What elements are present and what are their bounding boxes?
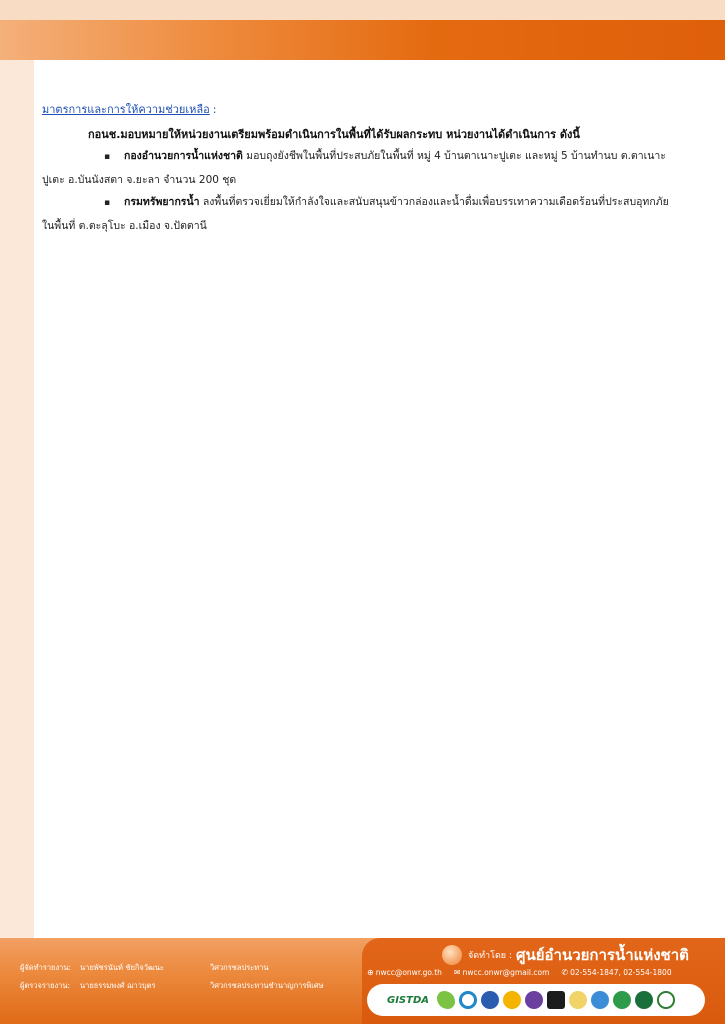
envelope-icon: ✉ xyxy=(453,968,461,977)
credit-title: วิศวกรชลประทาน xyxy=(210,963,269,972)
credit-name: นายพัชรนันท์ ชัยกิจวัฒนะ xyxy=(80,963,164,972)
intro-text: กอนช.มอบหมายให้หน่วยงานเตรียมพร้อมดำเนินการในพื้นที่ได้รับผลกระทบ หน่วยงานได้ดำเนินการ ดังนี้ xyxy=(88,128,580,141)
measure-text: มอบถุงยังชีพในพื้นที่ประสบภัยในพื้นที่ หมู่ 4 บ้านตาเนาะปูเตะ และหมู่ 5 บ้านทำนบ ต.ตาเนาะ xyxy=(242,150,666,162)
footer xyxy=(0,938,725,1024)
crest-logo-icon xyxy=(481,991,499,1009)
agency-name: กรมทรัพยากรน้ำ xyxy=(124,196,200,208)
garuda-logo-icon xyxy=(569,991,587,1009)
globe-icon: ⊕ xyxy=(367,968,374,977)
green-seal-logo-icon xyxy=(635,991,653,1009)
contact-phone: 02-554-1847, 02-554-1800 xyxy=(570,968,672,977)
measure-text-continued: ในพื้นที่ ต.ตะลุโบะ อ.เมือง จ.ปัตตานี xyxy=(42,220,207,232)
bullet-icon: ▪ xyxy=(104,152,111,162)
badge-logo-icon xyxy=(547,991,565,1009)
bullet-icon: ▪ xyxy=(104,198,111,208)
prepared-by-label: จัดทำโดย : xyxy=(468,951,512,961)
measure-text: ลงพื้นที่ตรวจเยี่ยมให้กำลังใจและสนับสนุนข้าวกล่องและน้ำดื่มเพื่อบรรเทาความเดือดร้อนที่ประสบอุทกภัย xyxy=(199,196,669,208)
header-band xyxy=(0,20,725,60)
credit-title: วิศวกรชลประทานชำนาญการพิเศษ xyxy=(210,981,324,990)
credit-row xyxy=(20,962,324,980)
contact-info xyxy=(367,968,672,977)
credit-name: นายธรรมพงศ์ ฌาวบุตร xyxy=(80,981,156,990)
section-heading-text: มาตรการและการให้ความช่วยเหลือ xyxy=(42,103,210,116)
organization-name: ศูนย์อำนวยการน้ำแห่งชาติ xyxy=(515,946,689,964)
section-heading xyxy=(42,100,216,118)
ring-logo-icon xyxy=(657,991,675,1009)
leaf-logo-icon xyxy=(437,991,455,1009)
contact-email[interactable]: nwcc@onwr.go.th xyxy=(375,968,442,977)
contact-email-alt[interactable]: nwcc.onwr@gmail.com xyxy=(462,968,550,977)
partner-logo-strip xyxy=(367,984,705,1016)
circle-logo-icon xyxy=(613,991,631,1009)
seal-logo-icon xyxy=(503,991,521,1009)
phone-icon: ✆ xyxy=(561,968,569,977)
water-drop-mascot-icon xyxy=(442,945,462,965)
credit-role: ผู้ตรวจรายงาน: xyxy=(20,981,71,990)
report-credits xyxy=(20,962,324,998)
measure-item xyxy=(42,191,718,238)
report-page xyxy=(34,60,725,938)
emblem-logo-icon xyxy=(525,991,543,1009)
credit-role: ผู้จัดทำรายงาน: xyxy=(20,963,71,972)
measure-item xyxy=(42,145,718,192)
gistda-logo: GISTDA xyxy=(387,994,429,1006)
water-logo-icon xyxy=(591,991,609,1009)
org-line xyxy=(442,943,689,967)
section-heading-colon: : xyxy=(212,103,217,116)
agency-name: กองอำนวยการน้ำแห่งชาติ xyxy=(124,150,243,162)
arch-logo-icon xyxy=(459,991,477,1009)
measure-text-continued: ปูเตะ อ.บันนังสตา จ.ยะลา จำนวน 200 ชุด xyxy=(42,174,237,186)
header-band-light xyxy=(0,0,725,22)
credit-row xyxy=(20,980,324,998)
